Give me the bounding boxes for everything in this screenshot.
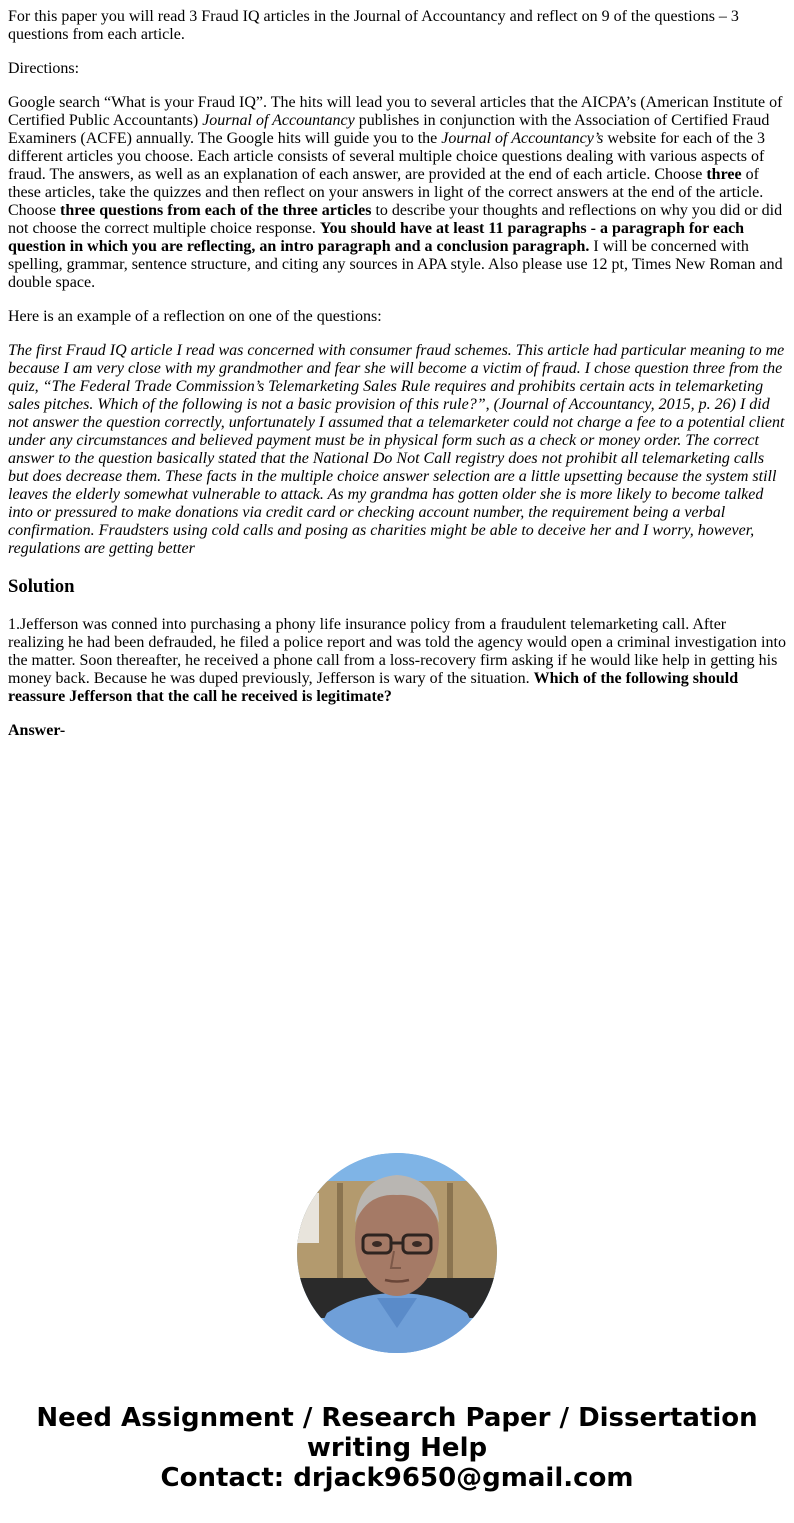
promo-contact: Contact: drjack9650@gmail.com <box>160 1463 634 1493</box>
emphasis-text: three <box>706 166 742 183</box>
example-label: Here is an example of a reflection on one of the questions: <box>8 308 382 325</box>
journal-title: Journal of Accountancy <box>202 112 355 129</box>
directions-text: Google search “What is your Fraud IQ”. The hits will lead you to several articles that the AICPA’s (American Institute of Certified Public Accountants) <box>8 94 783 129</box>
directions-text: website for each of the 3 different articles you choose. Each article consists of several multiple choice questions dealing with various aspects of fraud. The answers, as well as an explanation of each answer, are provided at the end of each article. Choose <box>8 130 766 183</box>
emphasis-text: You should have at least 11 paragraphs - a paragraph for each question in which you are reflecting, an intro paragraph and a conclusion paragraph. <box>8 220 745 255</box>
directions-text: to describe your thoughts and reflections on why you did or did not choose the correct multiple choice response. <box>8 202 783 237</box>
document-body <box>0 0 794 740</box>
directions-label: Directions: <box>8 60 80 77</box>
question-prompt: Which of the following should reassure Jefferson that the call he received is legitimate? <box>8 670 739 705</box>
promo-line: writing Help <box>306 1433 488 1463</box>
directions-paragraph <box>8 94 786 292</box>
answer-label <box>8 722 786 740</box>
emphasis-text: three questions from each of the three articles <box>60 202 372 219</box>
profile-photo-icon <box>297 1153 497 1353</box>
solution-question <box>8 616 786 706</box>
question-text: 1.Jefferson was conned into purchasing a phony life insurance policy from a fraudulent telemarketing call. After realizing he had been defrauded, he filed a police report and was told the agency would open a criminal investigation into the matter. Soon thereafter, he received a phone call from a loss-recovery firm asking if he would like help in getting his money back. Because he was duped previously, Jefferson is wary of the situation. <box>8 616 786 687</box>
avatar <box>297 1153 497 1353</box>
example-reflection: The first Fraud IQ article I read was concerned with consumer fraud schemes. This article had particular meaning to me because I am very close with my grandmother and fear she will become a victim of fraud. I chose question three from the quiz, “The Federal Trade Commission’s Telemarketing Sales Rule requires and prohibits certain acts in telemarketing sales pitches. Which of the following is not a basic provision of this rule?”, (Journal of Accountancy, 2015, p. 26) I did not answer the question correctly, unfortunately I assumed that a telemarketer could not charge a fee to a potential client under any circumstances and believed payment must be in physical form such as a check or money order. The correct answer to the question basically stated that the National Do Not Call registry does not prohibit all telemarketing calls but does decrease them. These facts in the multiple choice answer selection are a little upsetting because the system still leaves the elderly somewhat vulnerable to attack. As my grandma has gotten older she is more likely to become talked into or pressured to make donations via credit card or checking account number, the requirement being a verbal confirmation. Fraudsters using cold calls and posing as charities might be able to deceive her and I worry, however, regulations are getting better <box>8 342 785 557</box>
directions-text: I will be concerned with spelling, grammar, sentence structure, and citing any sources in APA style. Also please use 12 pt, Times New Roman and double space. <box>8 238 783 291</box>
directions-text: publishes in conjunction with the Association of Certified Fraud Examiners (ACFE) annually. The Google hits will guide you to the <box>8 112 770 147</box>
promo-line: Need Assignment / Research Paper / Dissertation <box>36 1403 758 1433</box>
journal-title: Journal of Accountancy’s <box>441 130 604 147</box>
directions-text: of these articles, take the quizzes and then reflect on your answers in light of the correct answers at the end of the article. Choose <box>8 166 764 219</box>
solution-heading: Solution <box>8 576 75 597</box>
promo-banner <box>0 1403 794 1493</box>
intro-paragraph: For this paper you will read 3 Fraud IQ articles in the Journal of Accountancy and reflect on 9 of the questions – 3 questions from each article. <box>8 8 739 43</box>
answer-label-text: Answer- <box>8 722 66 739</box>
